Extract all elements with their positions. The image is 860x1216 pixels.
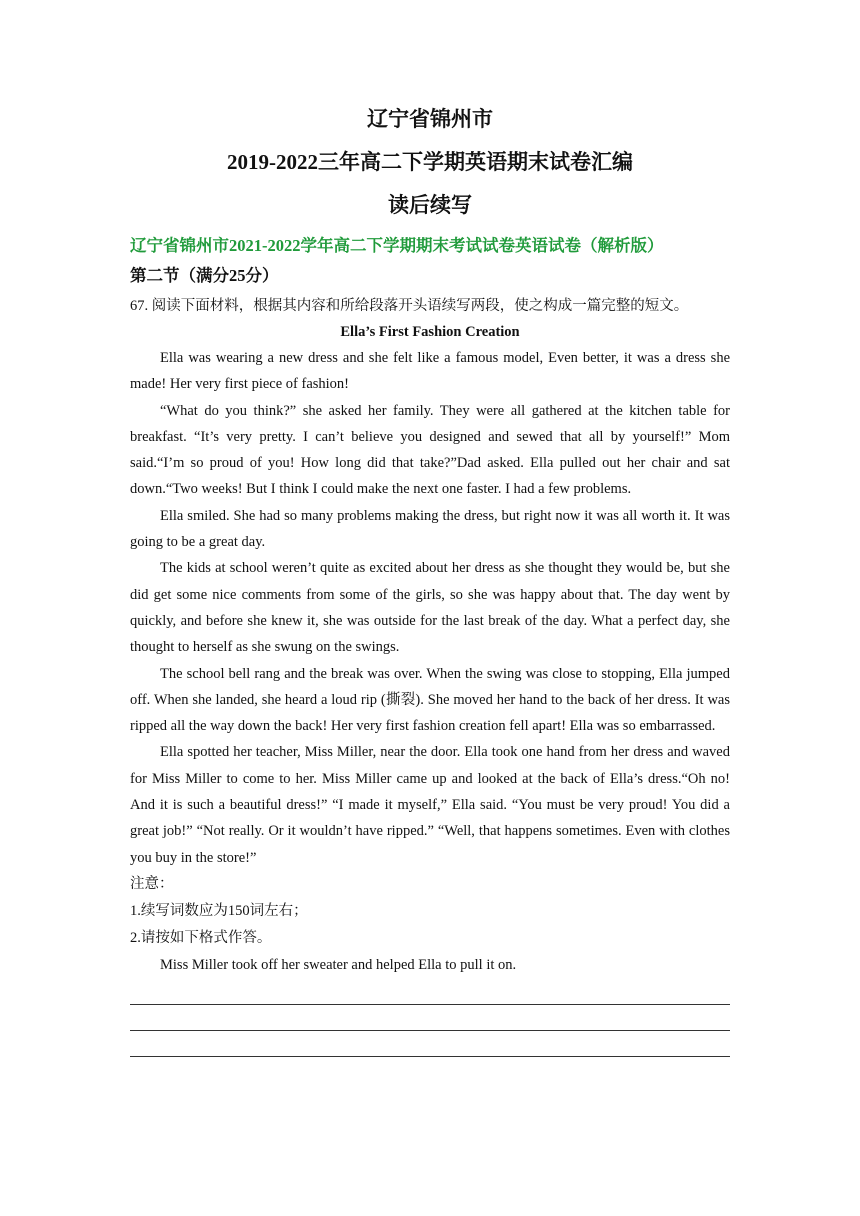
title-task-type: 读后续写 — [388, 193, 472, 217]
answer-line[interactable] — [130, 1031, 730, 1057]
paragraph-starter: Miss Miller took off her sweater and helped Ella to pull it on. — [160, 956, 517, 973]
section-heading: 第二节（满分25分） — [130, 266, 279, 285]
source-heading: 辽宁省锦州市2021-2022学年高二下学期期末考试试卷英语试卷（解析版） — [130, 236, 664, 255]
story-paragraph: The kids at school weren’t quite as excited about her dress as she thought they would be, but she did get some nice comments from some of the girls, so she was happy about that. The day went by quickly, and before she knew it, she was outside for the last break of the day. What a perfect day, she thought to herself as she swung on the swings. — [130, 560, 730, 656]
question-instruction: 67. 阅读下面材料，根据其内容和所给段落开头语续写两段，使之构成一篇完整的短文。 — [130, 298, 689, 314]
note-item: 1.续写词数应为150词左右； — [130, 902, 308, 919]
story-paragraph: The school bell rang and the break was over. When the swing was close to stopping, Ella jumped off. When she landed, she heard a loud rip (撕裂). She moved her hand to the back of her dress. It was ripped all the way down the back! Her very first fashion creation fell apart! Ella was so embarrassed. — [130, 665, 730, 735]
story-paragraph: Ella spotted her teacher, Miss Miller, near the door. Ella took one hand from her dress and waved for Miss Miller to come to her. Miss Miller came up and looked at the back of Ella’s dress.“Oh no! And it is such a beautiful dress!” “I made it myself,” Ella said. “You must be very proud! You did a great job!” “Not really. Or it wouldn’t have ripped.” “Well, that happens sometimes. Even with clothes you buy in the store!” — [130, 744, 730, 866]
title-exam-collection: 2019-2022三年高二下学期英语期末试卷汇编 — [227, 150, 633, 174]
note-item: 2.请按如下格式作答。 — [130, 929, 272, 946]
answer-line[interactable] — [130, 979, 730, 1005]
story-paragraph: Ella was wearing a new dress and she felt like a famous model, Even better, it was a dress she made! Her very first piece of fashion! — [130, 350, 730, 393]
story-paragraph: “What do you think?” she asked her family. They were all gathered at the kitchen table for breakfast. “It’s very pretty. I can’t believe you designed and sewed that all by yourself!” Mom said.“I’m so proud of you! How long did that take?”Dad asked. Ella pulled out her chair and sat down.“Two weeks! But I think I could make the next one faster. I had a few problems. — [130, 402, 730, 498]
document-content — [130, 104, 730, 1057]
story-title: Ella’s First Fashion Creation — [340, 324, 520, 340]
notes-heading: 注意： — [130, 875, 174, 892]
answer-line[interactable] — [130, 1005, 730, 1031]
title-region: 辽宁省锦州市 — [367, 107, 493, 131]
story-paragraph: Ella smiled. She had so many problems making the dress, but right now it was all worth it. It was going to be a great day. — [130, 507, 730, 551]
